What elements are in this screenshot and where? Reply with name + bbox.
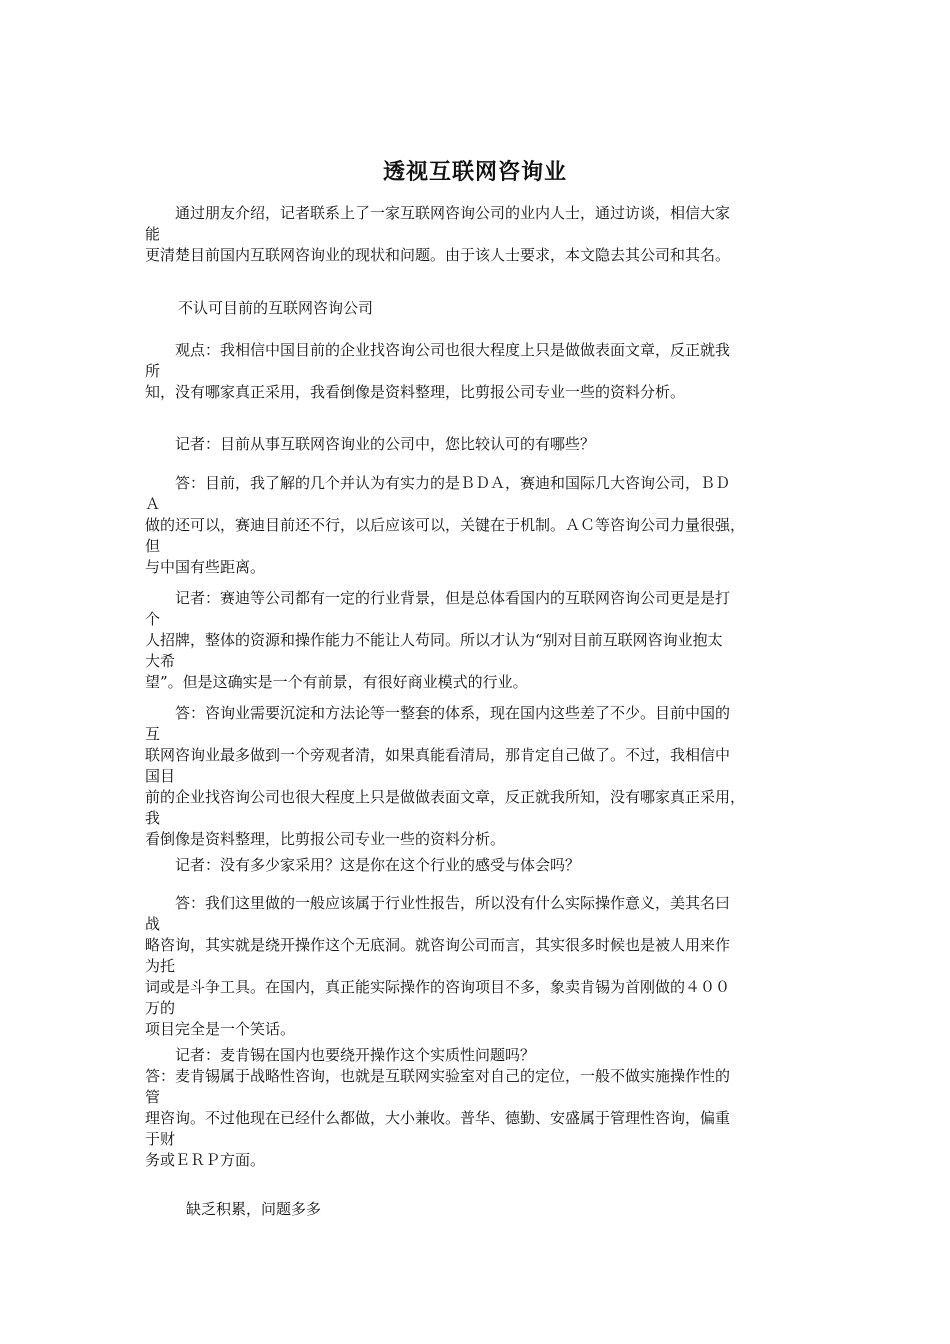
text-line: 答：咨询业需要沉淀和方法论等一整套的体系，现在国内这些差了不少。目前中国的 [145,704,731,722]
text-line: 记者：赛迪等公司都有一定的行业背景，但是总体看国内的互联网咨询公司更是是打 [145,589,731,607]
section-heading-2: 缺乏积累，问题多多 [186,1200,322,1218]
text-line: 大希 [145,652,176,670]
text-line: 略咨询，其实就是绕开操作这个无底洞。就咨询公司而言，其实很多时候也是被人用来作 [145,936,731,954]
paragraph-4 [145,588,817,693]
paragraph-7 [145,893,817,1040]
text-line: 我 [145,809,161,827]
text-line: 人招牌，整体的资源和操作能力不能让人苟同。所以才认为“别对目前互联网咨询业抱太 [145,631,723,649]
paragraph-1 [145,340,817,403]
text-line: 为托 [145,957,176,975]
text-line: 但 [145,537,161,555]
text-line: 看倒像是资料整理，比剪报公司专业一些的资料分析。 [145,830,506,848]
text-line: 理咨询。不过他现在已经什么都做，大小兼收。普华、德勤、安盛属于管理性咨询，偏重 [145,1109,731,1127]
text-line: 项目完全是一个笑话。 [145,1020,296,1038]
text-line: 记者：麦肯锡在国内也要绕开操作这个实质性问题吗？ [145,1046,536,1064]
text-line: 个 [145,610,161,628]
text-line: 记者：没有多少家采用？这是你在这个行业的感受与体会吗？ [145,856,581,874]
text-line: 通过朋友介绍，记者联系上了一家互联网咨询公司的业内人士，通过访谈，相信大家 [145,204,731,222]
text-line: 战 [145,915,161,933]
text-line: 知，没有哪家真正采用，我看倒像是资料整理，比剪报公司专业一些的资料分析。 [145,383,686,401]
paragraph-5 [145,703,817,850]
paragraph-3 [145,473,817,578]
text-line: 务或ＥＲＰ方面。 [145,1151,266,1169]
text-line: Ａ [145,495,161,513]
text-line: 能 [145,225,161,243]
text-line: 答：目前，我了解的几个并认为有实力的是ＢＤＡ，赛迪和国际几大咨询公司，ＢＤ [145,474,731,492]
text-line: 前的企业找咨询公司也很大程度上只是做做表面文章，反正就我所知，没有哪家真正采用， [145,788,746,806]
section-heading-1: 不认可目前的互联网咨询公司 [178,299,374,317]
text-line: 做的还可以，赛迪目前还不行，以后应该可以，关键在于机制。ＡＣ等咨询公司力量很强， [145,516,746,534]
text-line: 互 [145,725,161,743]
text-line: 答：麦肯锡属于战略性咨询，也就是互联网实验室对自己的定位，一般不做实施操作性的 [145,1067,731,1085]
text-line: 管 [145,1088,161,1106]
text-line: 所 [145,362,161,380]
intro-paragraph [145,203,817,266]
text-line: 万的 [145,999,176,1017]
text-line: 于财 [145,1130,176,1148]
paragraph-8 [145,1045,817,1171]
paragraph-6 [145,855,817,876]
text-line: 更清楚目前国内互联网咨询业的现状和问题。由于该人士要求，本文隐去其公司和其名。 [145,246,731,264]
paragraph-2 [145,434,817,455]
text-line: 望”。但是这确实是一个有前景，有很好商业模式的行业。 [145,673,528,691]
document-title: 透视互联网咨询业 [382,159,567,185]
text-line: 答：我们这里做的一般应该属于行业性报告，所以没有什么实际操作意义，美其名曰 [145,894,731,912]
text-line: 词或是斗争工具。在国内，真正能实际操作的咨询项目不多，象卖肯锡为首刚做的４００ [145,978,731,996]
text-line: 记者：目前从事互联网咨询业的公司中，您比较认可的有哪些？ [145,435,596,453]
text-line: 联网咨询业最多做到一个旁观者清，如果真能看清局，那肯定自己做了。不过，我相信中 [145,746,731,764]
text-line: 与中国有些距离。 [145,558,266,576]
text-line: 国目 [145,767,176,785]
text-line: 观点：我相信中国目前的企业找咨询公司也很大程度上只是做做表面文章，反正就我 [145,341,731,359]
